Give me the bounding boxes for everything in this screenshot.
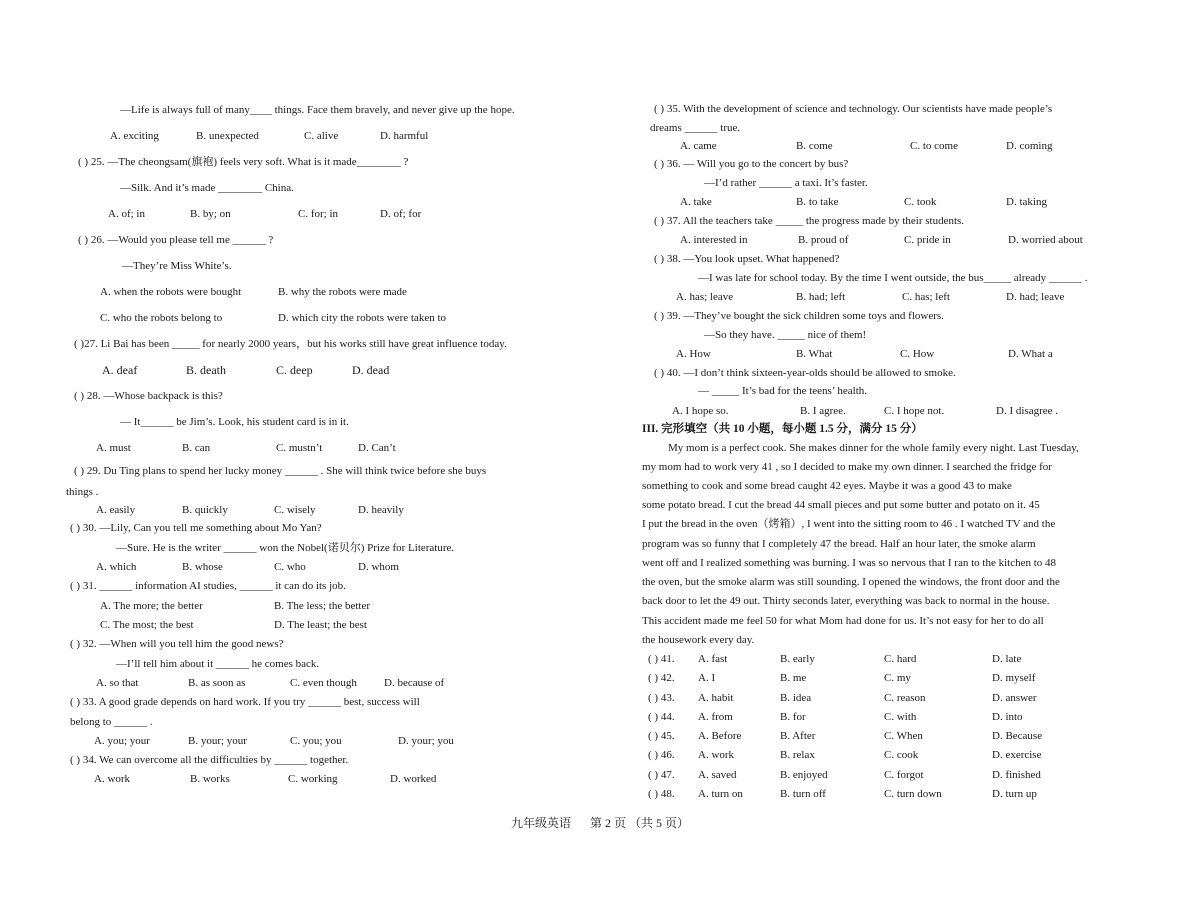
q30-reply: —Sure. He is the writer ______ won the Nobel(诺贝尔) Prize for Literature. xyxy=(116,542,455,554)
passage-line-6: program was so funny that I completely 47 the bread. Half an hour later, the smoke alarm xyxy=(642,538,1036,550)
q28-option-d: D. Can’t xyxy=(358,442,396,454)
q24-option-a: A. exciting xyxy=(110,130,159,142)
cloze-option-d: D. into xyxy=(992,711,1023,723)
q32-option-b: B. as soon as xyxy=(188,677,246,689)
cloze-number: ( ) 43. xyxy=(648,692,675,704)
cloze-option-c: C. reason xyxy=(884,692,926,704)
passage-line-3: something to cook and some bread caught 42 eyes. Maybe it was a good 43 to make xyxy=(642,480,1012,492)
cloze-option-d: D. late xyxy=(992,653,1022,665)
q31-option-c: C. The most; the best xyxy=(100,619,194,631)
passage-line-8: the oven, but the smoke alarm was still sounding. I opened the windows, the front door and the xyxy=(642,576,1060,588)
cloze-number: ( ) 44. xyxy=(648,711,675,723)
q31-option-b: B. The less; the better xyxy=(274,600,371,612)
q29-option-c: C. wisely xyxy=(274,504,316,516)
q24-option-c: C. alive xyxy=(304,130,339,142)
q33-stem: ( ) 33. A good grade depends on hard work. If you try ______ best, success will xyxy=(70,696,420,708)
cloze-option-c: C. my xyxy=(884,672,911,684)
cloze-number: ( ) 46. xyxy=(648,749,675,761)
q25-option-b: B. by; on xyxy=(190,208,231,220)
q35-option-c: C. to come xyxy=(910,140,958,152)
q28-reply: — It______ be Jim’s. Look, his student card is in it. xyxy=(120,416,349,428)
q35-option-d: D. coming xyxy=(1006,140,1053,152)
cloze-option-a: A. work xyxy=(698,749,735,761)
cloze-option-a: A. saved xyxy=(698,769,737,781)
q38-option-a: A. has; leave xyxy=(676,291,734,303)
q39-option-d: D. What a xyxy=(1008,348,1053,360)
passage-line-1: My mom is a perfect cook. She makes dinner for the whole family every night. Last Tuesday, xyxy=(668,442,1079,454)
q32-option-a: A. so that xyxy=(96,677,139,689)
q30-option-a: A. which xyxy=(96,561,137,573)
q26-reply: —They’re Miss White’s. xyxy=(122,260,232,272)
q34-option-a: A. work xyxy=(94,773,131,785)
q27-option-a: A. deaf xyxy=(102,363,138,377)
cloze-option-b: B. After xyxy=(780,730,816,742)
q29-option-d: D. heavily xyxy=(358,504,404,516)
page-footer xyxy=(0,814,1200,831)
cloze-option-b: B. enjoyed xyxy=(780,769,828,781)
q36-stem: ( ) 36. — Will you go to the concert by bus? xyxy=(654,158,849,170)
passage-line-4: some potato bread. I cut the bread 44 small pieces and put some butter and potato on it. 45 xyxy=(642,499,1040,511)
q37-option-b: B. proud of xyxy=(798,234,849,246)
q31-option-a: A. The more; the better xyxy=(100,600,203,612)
cloze-option-c: C. forgot xyxy=(884,769,924,781)
q25-option-a: A. of; in xyxy=(108,208,145,220)
q39-option-a: A. How xyxy=(676,348,711,360)
q29-option-b: B. quickly xyxy=(182,504,228,516)
q27-stem: ( )27. Li Bai has been _____ for nearly 2000 years，but his works still have great influence today. xyxy=(74,338,507,350)
q32-reply: —I’ll tell him about it ______ he comes back. xyxy=(116,658,320,670)
q33-option-b: B. your; your xyxy=(188,735,247,747)
q36-option-a: A. take xyxy=(680,196,712,208)
cloze-option-b: B. idea xyxy=(780,692,812,704)
q38-reply: —I was late for school today. By the time I went outside, the bus_____ already ______ . xyxy=(698,272,1088,284)
q34-option-d: D. worked xyxy=(390,773,437,785)
cloze-number: ( ) 42. xyxy=(648,672,675,684)
q40-option-d: D. I disagree . xyxy=(996,405,1059,417)
q36-option-b: B. to take xyxy=(796,196,839,208)
cloze-number: ( ) 45. xyxy=(648,730,675,742)
q37-option-a: A. interested in xyxy=(680,234,748,246)
cloze-option-b: B. turn off xyxy=(780,788,826,800)
cloze-option-a: A. Before xyxy=(698,730,742,742)
q25-option-c: C. for; in xyxy=(298,208,339,220)
cloze-option-b: B. me xyxy=(780,672,807,684)
q38-option-b: B. had; left xyxy=(796,291,846,303)
cloze-option-a: A. fast xyxy=(698,653,728,665)
passage-line-10: This accident made me feel 50 for what Mom had done for us. It’s not easy for her to do all xyxy=(642,615,1044,627)
q37-option-d: D. worried about xyxy=(1008,234,1083,246)
q35-continuation: dreams ______ true. xyxy=(650,122,741,134)
cloze-option-c: C. turn down xyxy=(884,788,942,800)
q30-option-d: D. whom xyxy=(358,561,399,573)
q30-option-b: B. whose xyxy=(182,561,223,573)
q29-option-a: A. easily xyxy=(96,504,136,516)
q33-continuation: belong to ______ . xyxy=(70,716,153,728)
q40-option-c: C. I hope not. xyxy=(884,405,945,417)
q30-option-c: C. who xyxy=(274,561,306,573)
q40-option-a: A. I hope so. xyxy=(672,405,729,417)
q38-option-c: C. has; left xyxy=(902,291,950,303)
q29-continuation: things . xyxy=(66,486,99,498)
footer-subject: 九年级英语 xyxy=(510,816,571,830)
q28-option-a: A. must xyxy=(96,442,131,454)
cloze-option-d: D. finished xyxy=(992,769,1041,781)
cloze-number: ( ) 41. xyxy=(648,653,675,665)
q28-stem: ( ) 28. —Whose backpack is this? xyxy=(74,390,223,402)
passage-line-9: back door to let the 49 out. Thirty seconds later, everything was back to normal in the house. xyxy=(642,595,1050,607)
passage-line-7: went off and I realized something was burning. I was so nervous that I ran to the kitchen to 48 xyxy=(642,557,1057,569)
q28-option-b: B. can xyxy=(182,442,211,454)
passage-line-11: the housework every day. xyxy=(642,634,755,646)
q38-option-d: D. had; leave xyxy=(1006,291,1065,303)
cloze-option-a: A. from xyxy=(698,711,733,723)
q32-option-d: D. because of xyxy=(384,677,445,689)
cloze-option-d: D. turn up xyxy=(992,788,1037,800)
q24-option-b: B. unexpected xyxy=(196,130,259,142)
cloze-option-b: B. relax xyxy=(780,749,815,761)
q35-stem: ( ) 35. With the development of science and technology. Our scientists have made people’s xyxy=(654,103,1053,115)
q27-option-d: D. dead xyxy=(352,363,390,377)
cloze-option-b: B. for xyxy=(780,711,806,723)
cloze-option-c: C. When xyxy=(884,730,923,742)
cloze-option-b: B. early xyxy=(780,653,815,665)
cloze-option-d: D. myself xyxy=(992,672,1036,684)
cloze-option-c: C. with xyxy=(884,711,917,723)
q40-reply: — _____ It’s bad for the teens’ health. xyxy=(698,385,868,397)
q24-option-d: D. harmful xyxy=(380,130,429,142)
q36-option-c: C. took xyxy=(904,196,937,208)
q34-option-b: B. works xyxy=(190,773,230,785)
footer-page-number: 第 2 页 （共 5 页） xyxy=(590,816,690,830)
section-title-cloze: III. 完形填空（共 10 小题，每小题 1.5 分，满分 15 分） xyxy=(642,423,923,435)
cloze-option-d: D. Because xyxy=(992,730,1043,742)
q37-option-c: C. pride in xyxy=(904,234,951,246)
q32-option-c: C. even though xyxy=(290,677,357,689)
cloze-option-a: A. turn on xyxy=(698,788,743,800)
q35-option-b: B. come xyxy=(796,140,833,152)
passage-line-2: my mom had to work very 41 , so I decided to make my own dinner. I searched the fridge for xyxy=(642,461,1052,473)
q34-option-c: C. working xyxy=(288,773,338,785)
q40-option-b: B. I agree. xyxy=(800,405,846,417)
q24-stem: —Life is always full of many____ things. Face them bravely, and never give up the hope. xyxy=(120,104,515,116)
q25-reply: —Silk. And it’s made ________ China. xyxy=(120,182,294,194)
q26-option-b: B. why the robots were made xyxy=(278,286,407,298)
cloze-number: ( ) 48. xyxy=(648,788,675,800)
q26-option-c: C. who the robots belong to xyxy=(100,312,223,324)
cloze-option-c: C. cook xyxy=(884,749,919,761)
q36-reply: —I’d rather ______ a taxi. It’s faster. xyxy=(704,177,868,189)
q36-option-d: D. taking xyxy=(1006,196,1047,208)
q27-option-b: B. death xyxy=(186,363,226,377)
cloze-option-c: C. hard xyxy=(884,653,917,665)
q39-option-b: B. What xyxy=(796,348,833,360)
q30-stem: ( ) 30. —Lily, Can you tell me something about Mo Yan? xyxy=(70,522,322,534)
q31-option-d: D. The least; the best xyxy=(274,619,367,631)
q39-option-c: C. How xyxy=(900,348,935,360)
q25-option-d: D. of; for xyxy=(380,208,422,220)
passage-line-5: I put the bread in the oven（烤箱）, I went into the sitting room to 46 . I watched TV and the xyxy=(642,518,1056,530)
q31-stem: ( ) 31. ______ information AI studies, ______ it can do its job. xyxy=(70,580,346,592)
q37-stem: ( ) 37. All the teachers take _____ the progress made by their students. xyxy=(654,215,965,227)
q28-option-c: C. mustn’t xyxy=(276,442,323,454)
q34-stem: ( ) 34. We can overcome all the difficulties by ______ together. xyxy=(70,754,349,766)
q33-option-d: D. your; you xyxy=(398,735,454,747)
q39-stem: ( ) 39. —They’ve bought the sick children some toys and flowers. xyxy=(654,310,944,322)
cloze-option-a: A. habit xyxy=(698,692,734,704)
q33-option-c: C. you; you xyxy=(290,735,342,747)
q39-reply: —So they have. _____ nice of them! xyxy=(704,329,867,341)
q26-option-d: D. which city the robots were taken to xyxy=(278,312,447,324)
q27-option-c: C. deep xyxy=(276,363,313,377)
q35-option-a: A. came xyxy=(680,140,717,152)
q32-stem: ( ) 32. —When will you tell him the good news? xyxy=(70,638,284,650)
cloze-number: ( ) 47. xyxy=(648,769,675,781)
q33-option-a: A. you; your xyxy=(94,735,150,747)
cloze-option-d: D. answer xyxy=(992,692,1037,704)
q29-stem: ( ) 29. Du Ting plans to spend her lucky money ______ . She will think twice before she buys xyxy=(74,465,487,477)
q40-stem: ( ) 40. —I don’t think sixteen-year-olds should be allowed to smoke. xyxy=(654,367,956,379)
q26-option-a: A. when the robots were bought xyxy=(100,286,242,298)
q38-stem: ( ) 38. —You look upset. What happened? xyxy=(654,253,840,265)
cloze-option-d: D. exercise xyxy=(992,749,1042,761)
q25-stem: ( ) 25. —The cheongsam(旗袍) feels very soft. What is it made________ ? xyxy=(78,156,409,168)
cloze-option-a: A. I xyxy=(698,672,716,684)
q26-stem: ( ) 26. —Would you please tell me ______ ? xyxy=(78,234,274,246)
